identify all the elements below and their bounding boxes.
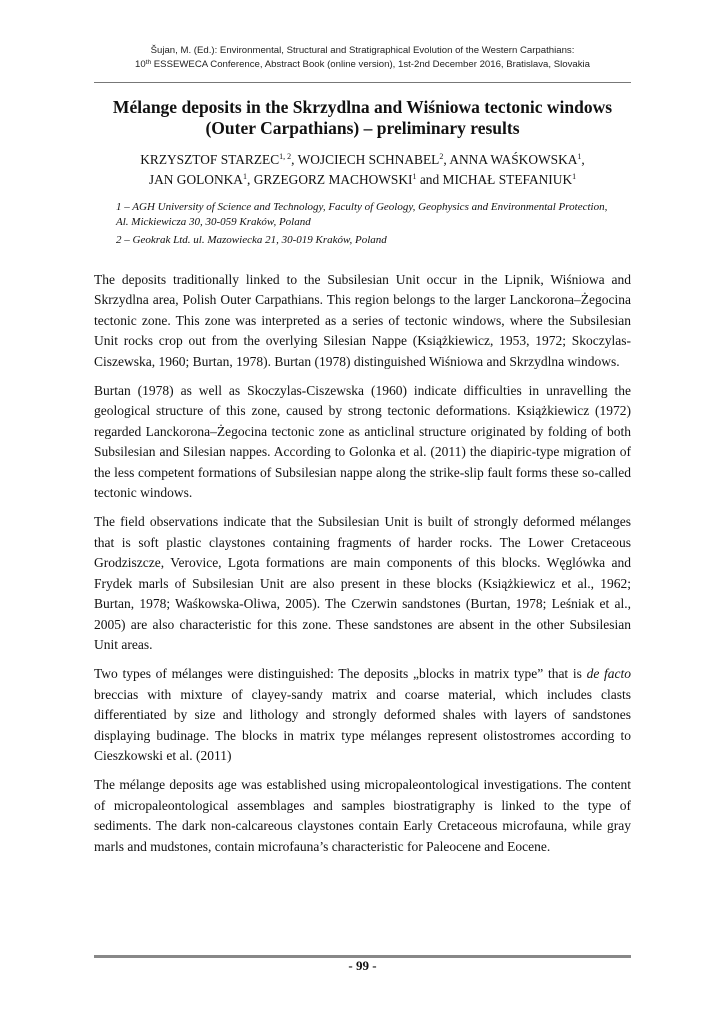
author-separator: , (291, 152, 298, 167)
author-name: MICHAŁ STEFANIUK (442, 172, 573, 187)
affiliation-2: 2 – Geokrak Ltd. ul. Mazowiecka 21, 30-019 Kraków, Poland (116, 234, 387, 246)
author-name: WOJCIECH SCHNABEL (297, 152, 440, 167)
paper-title (90, 97, 635, 139)
author-affiliation: 1, 2 (279, 152, 292, 161)
running-header (0, 44, 725, 72)
author-affiliation: 2 (439, 152, 444, 161)
header-line-1: Šujan, M. (Ed.): Environmental, Structural and Stratigraphical Evolution of the Western Carpathians: (150, 45, 575, 56)
abstract-body (94, 270, 631, 866)
author-separator: , (246, 172, 254, 187)
title-line-2: (Outer Carpathians) – preliminary results (205, 118, 520, 138)
author-separator: , (581, 152, 585, 167)
author-name: KRZYSZTOF STARZEC (140, 152, 280, 167)
author-affiliation: 1 (577, 152, 582, 161)
author-name: GRZEGORZ MACHOWSKI (253, 172, 413, 187)
paragraph-2: Burtan (1978) as well as Skoczylas-Ciszewska (1960) indicate difficulties in unravelling the geological structure of this zone, caused by strong tectonic deformations. Książkiewicz (1972) regarded Lanckorona–Żegocina tectonic zone as anticlinal structure originated by folding of both Subsilesian and Silesian nappes. According to Golonka et al. (2011) the diapiric-type migration of the less competent formations of Subsilesian nappe along the strike-slip fault forms these so-called tectonic windows. (94, 383, 631, 501)
paragraph-3: The field observations indicate that the Subsilesian Unit is built of strongly deformed mélanges that is soft plastic claystones containing fragments of harder rocks. The Lower Cretaceous Grodziszcze, Verovice, Lgota formations are main components of this blocks. Węglówka and Frydek marls of Subsilesian Unit are also present in these blocks (Książkiewicz et al., 1962; Burtan, 1978; Waśkowska-Oliwa, 2005). The Czerwin sandstones (Burtan, 1978; Leśniak et al., 2005) are also characteristic for this zone. These sandstones are absent in the other Subsilesian Unit areas. (94, 514, 631, 652)
author-affiliation: 1 (242, 172, 247, 181)
header-edition-suffix: th (145, 59, 152, 66)
page-number: - 99 - (348, 958, 377, 973)
author-list (90, 150, 635, 190)
paragraph-4 (94, 664, 631, 766)
header-conference-text: ESSEWECA Conference, Abstract Book (online version), 1st-2nd December 2016, Bratislava, Slovakia (151, 59, 590, 70)
paragraph-4-end: breccias with mixture of clayey-sandy matrix and coarse material, which includes clasts differentiated by size and lithology and strongly deformed shales with layers of sandstones displaying budinage. The blocks in matrix type mélanges represent olistostromes according to Cieszkowski et al. (2011) (94, 686, 631, 763)
author-affiliation: 1 (412, 172, 417, 181)
title-line-1: Mélange deposits in the Skrzydlna and Wiśniowa tectonic windows (112, 97, 613, 117)
author-separator: , (443, 152, 450, 167)
author-affiliation: 1 (572, 172, 577, 181)
paragraph-1: The deposits traditionally linked to the Subsilesian Unit occur in the Lipnik, Wiśniowa and Skrzydlna area, Polish Outer Carpathians. This region belongs to the larger Lanckorona–Żegocina tectonic zone. This zone was interpreted as a series of tectonic windows, where the Subsilesian Unit rocks crop out from the overlying Silesian Nappe (Książkiewicz, 1953, 1972; Skoczylas-Ciszewska, 1960; Burtan, 1978). Burtan (1978) distinguished Wiśniowa and Skrzydlna windows. (94, 272, 631, 369)
paragraph-4-italic: de facto (586, 666, 631, 682)
header-edition-number: 10 (135, 59, 146, 70)
author-name: ANNA WAŚKOWSKA (449, 152, 578, 167)
author-name: JAN GOLONKA (148, 172, 243, 187)
paragraph-5: The mélange deposits age was established using micropaleontological investigations. The content of micropaleontological assemblages and samples biostratigraphy is linked to the type of sediments. The dark non-calcareous claystones contain Early Cretaceous microfauna, while gray marls and mudstones, contain microfauna’s characteristic for Paleocene and Eocene. (94, 777, 631, 854)
header-divider (94, 82, 631, 83)
authors-line-1 (90, 150, 635, 170)
paragraph-4-start: Two types of mélanges were distinguished: The deposits „blocks in matrix type” that is (94, 666, 587, 682)
authors-line-2 (90, 170, 635, 190)
author-separator: and (416, 172, 443, 187)
affiliation-1: 1 – AGH University of Science and Technology, Faculty of Geology, Geophysics and Environmental Protection, Al. Mickiewicza 30, 30-059 Kraków, Poland (116, 201, 608, 228)
header-line-2 (0, 58, 725, 72)
